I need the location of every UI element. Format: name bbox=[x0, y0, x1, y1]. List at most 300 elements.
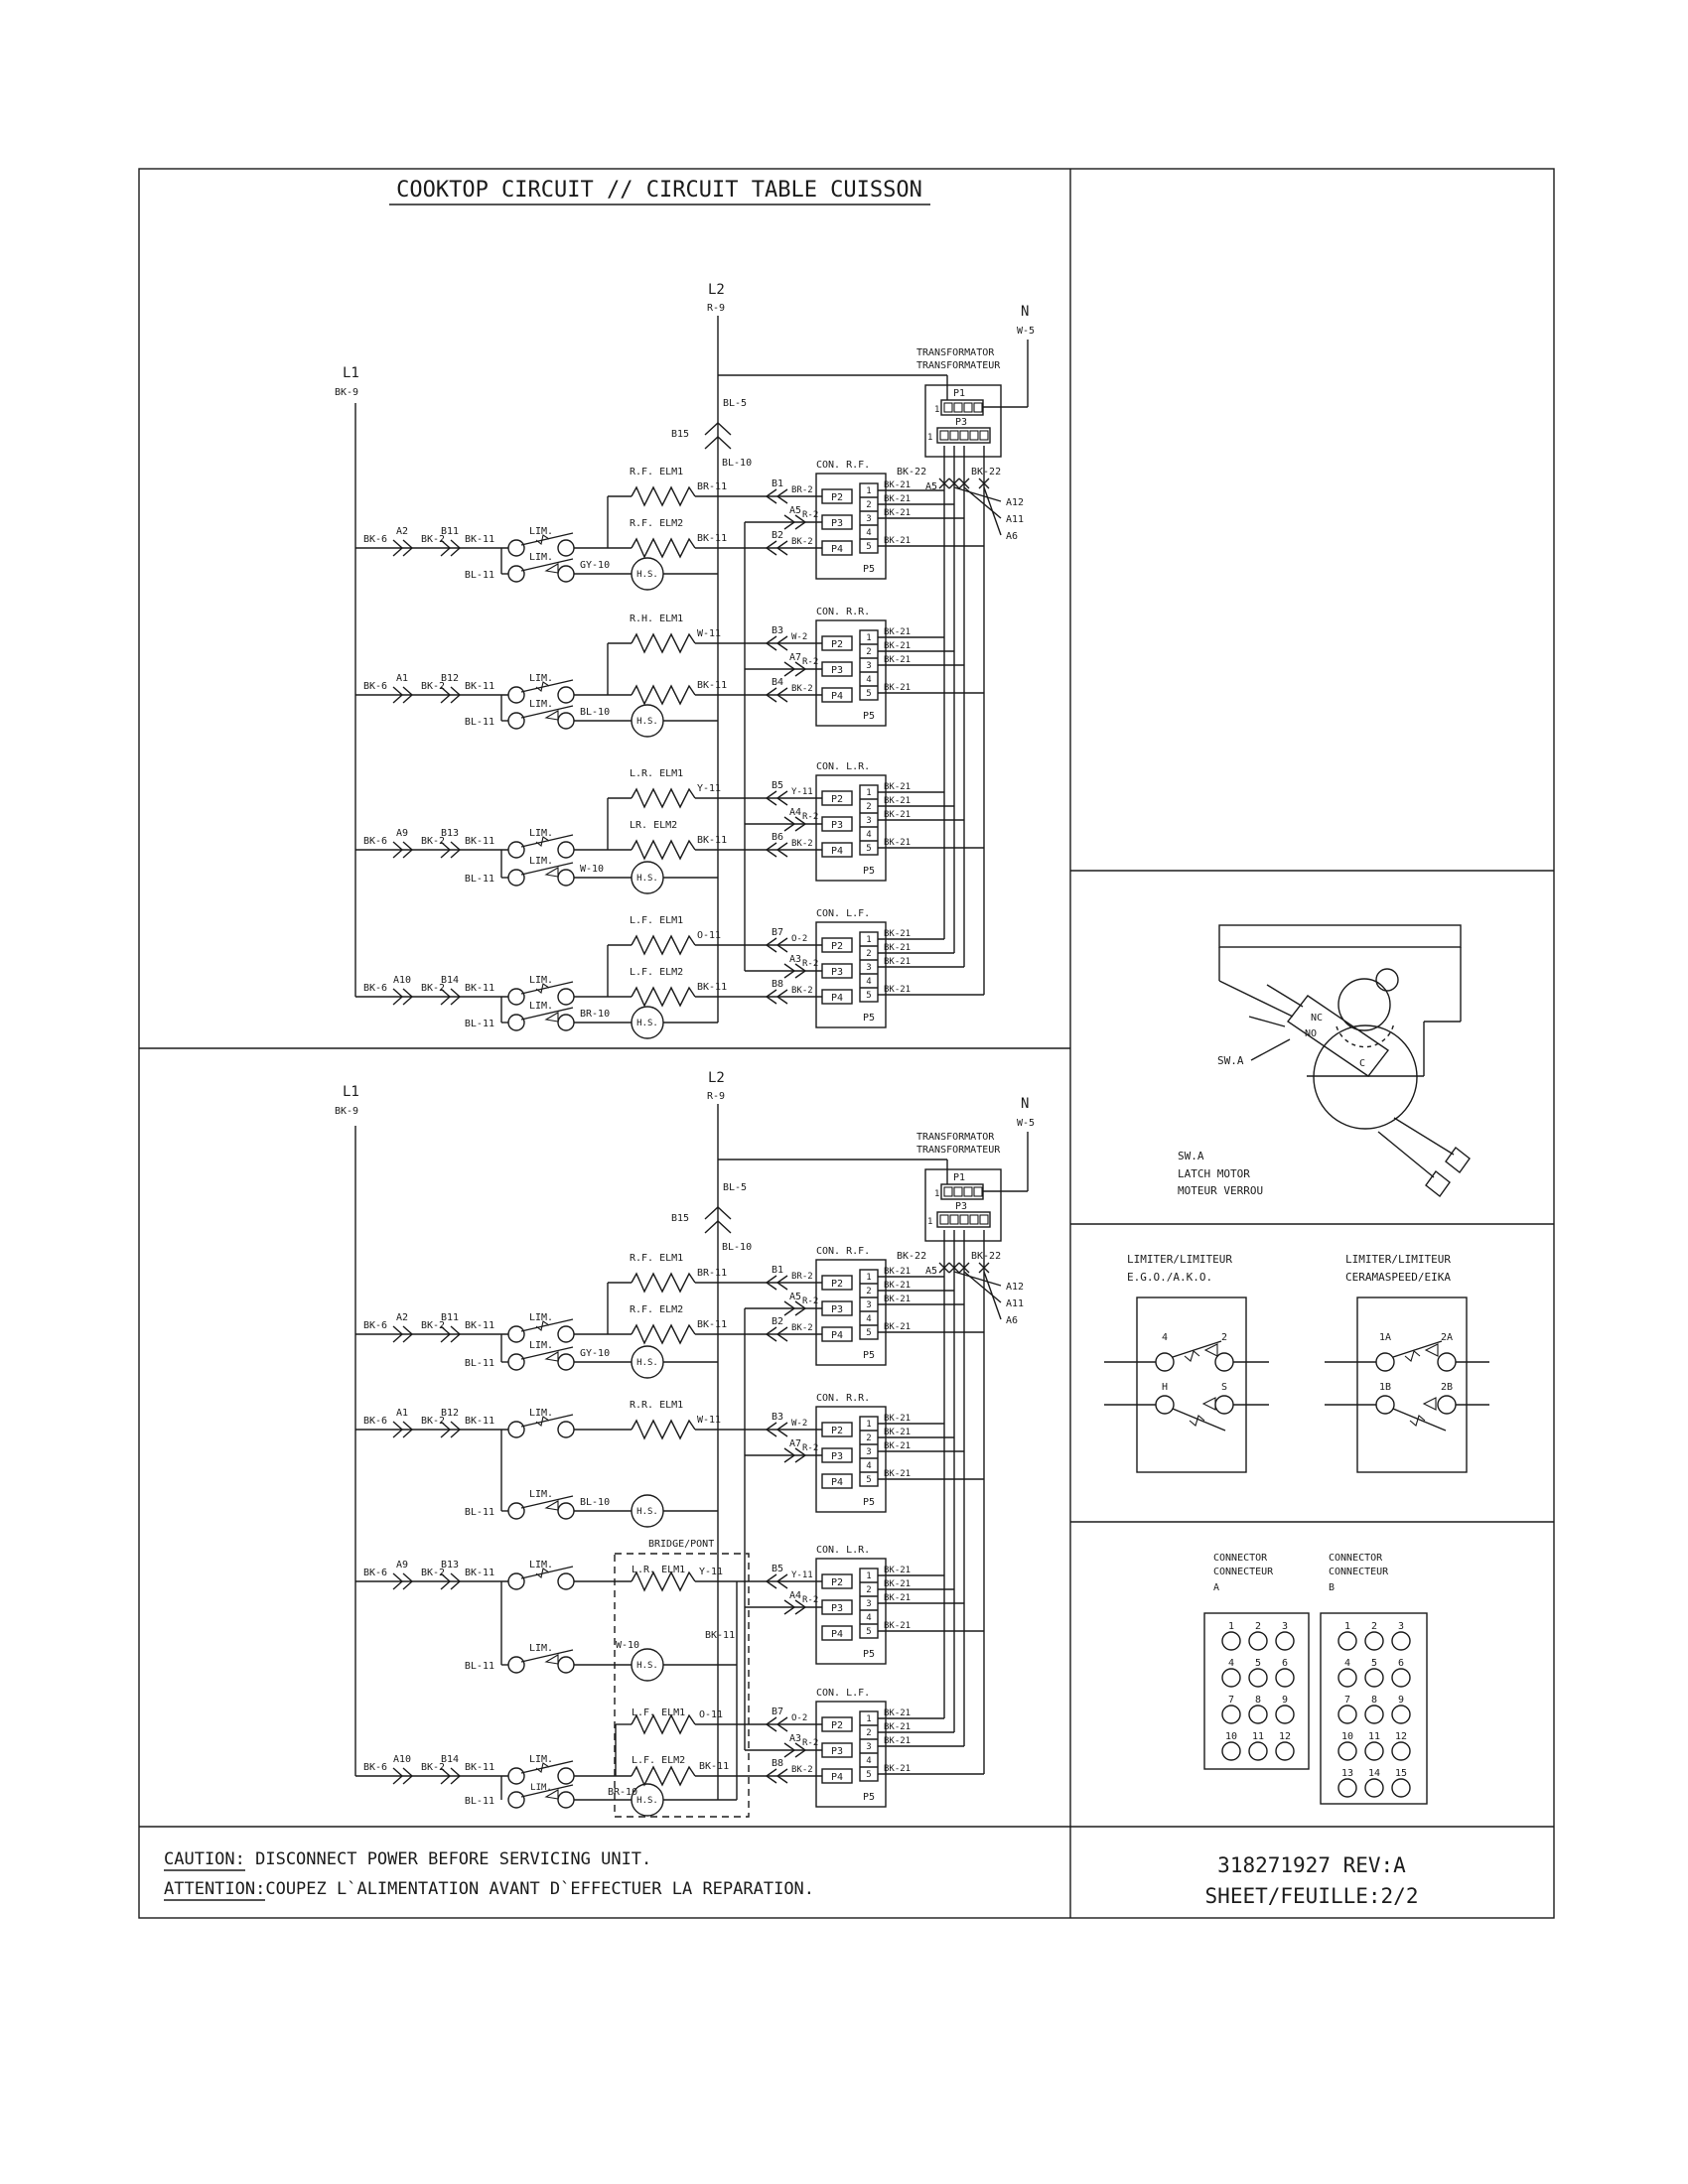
connector-block-con-rr bbox=[816, 1407, 886, 1512]
label: LIMITER/LIMITEUR bbox=[1345, 1253, 1451, 1266]
label: W-5 bbox=[1017, 326, 1036, 337]
label: 1 bbox=[866, 788, 872, 798]
label: 2 bbox=[866, 1287, 872, 1297]
label: A bbox=[1213, 1582, 1220, 1593]
label: A6 bbox=[1006, 1315, 1019, 1326]
label: B13 bbox=[440, 1560, 460, 1570]
label: A1 bbox=[395, 673, 409, 684]
label: A4 bbox=[788, 1590, 802, 1601]
label: N bbox=[1021, 1096, 1030, 1112]
label: H.S. bbox=[636, 874, 658, 884]
label: A7 bbox=[788, 652, 802, 663]
label: BK-6 bbox=[363, 836, 388, 847]
label: LIM. bbox=[528, 673, 554, 684]
label: BK-21 bbox=[884, 782, 912, 792]
label: 2A bbox=[1440, 1332, 1454, 1343]
label: BK-2 bbox=[421, 836, 446, 847]
label: LIM. bbox=[528, 975, 554, 986]
label: H.S. bbox=[636, 717, 658, 727]
label: P2 bbox=[830, 1279, 844, 1290]
connector-block-con-rf bbox=[816, 1260, 886, 1365]
label: CERAMASPEED/EIKA bbox=[1345, 1271, 1451, 1284]
label: TRANSFORMATOR bbox=[916, 347, 995, 358]
label: LIM. bbox=[528, 699, 554, 710]
label: BK-21 bbox=[884, 1566, 912, 1575]
label: H.S. bbox=[636, 570, 658, 580]
label: P3 bbox=[830, 1451, 844, 1462]
label: L2 bbox=[708, 282, 725, 298]
label: BK-11 bbox=[697, 982, 728, 993]
label: 5 bbox=[866, 991, 872, 1001]
label: Y-11 bbox=[791, 787, 813, 797]
label: H.S. bbox=[636, 1796, 658, 1806]
label: R-9 bbox=[707, 303, 726, 314]
resistor-rf-elm2 bbox=[632, 1325, 695, 1343]
label: L1 bbox=[343, 1084, 359, 1100]
label: BK-2 bbox=[421, 534, 446, 545]
label: A5 bbox=[924, 1266, 937, 1277]
label: B bbox=[1329, 1582, 1336, 1593]
label: A11 bbox=[1006, 1298, 1025, 1309]
label: BK-21 bbox=[884, 985, 912, 995]
label: A9 bbox=[395, 1560, 409, 1570]
label: W-10 bbox=[580, 864, 605, 875]
label: 6 bbox=[1281, 1658, 1289, 1669]
label: A3 bbox=[788, 1733, 802, 1744]
label: BL-11 bbox=[464, 1019, 494, 1029]
label: R-2 bbox=[802, 510, 819, 520]
label: BK-2 bbox=[421, 1762, 446, 1773]
label: A1 bbox=[395, 1408, 409, 1419]
label: O-11 bbox=[699, 1709, 724, 1720]
resistor-lr-elm1 bbox=[632, 789, 695, 807]
resistor-rf-elm2 bbox=[632, 539, 695, 557]
label: P3 bbox=[955, 417, 968, 428]
label: R-2 bbox=[802, 1595, 819, 1605]
label: 11 bbox=[1367, 1731, 1381, 1742]
label: L.F. ELM2 bbox=[630, 967, 684, 978]
label: B8 bbox=[771, 979, 784, 990]
resistor-lf-elm2 bbox=[632, 1767, 695, 1785]
label: R-2 bbox=[802, 1738, 819, 1748]
label: P5 bbox=[862, 1013, 876, 1024]
label: BK-6 bbox=[363, 1320, 388, 1331]
label: BK-6 bbox=[363, 1568, 388, 1578]
label: P5 bbox=[862, 1497, 876, 1508]
resistor-lf-elm2 bbox=[632, 988, 695, 1006]
label: BK-21 bbox=[884, 1579, 912, 1589]
label: A3 bbox=[788, 954, 802, 965]
label: 3 bbox=[866, 514, 872, 524]
label: BK-11 bbox=[465, 983, 495, 994]
connector-block-con-lr bbox=[816, 1559, 886, 1664]
label: 5 bbox=[866, 689, 872, 699]
label: BK-11 bbox=[697, 680, 728, 691]
label: BK-11 bbox=[705, 1630, 736, 1641]
label: LIM. bbox=[528, 1408, 554, 1419]
label: P2 bbox=[830, 1577, 844, 1588]
connector-block-con-lr bbox=[816, 775, 886, 881]
label: BK-22 bbox=[971, 467, 1002, 478]
label: 9 bbox=[1397, 1695, 1405, 1706]
label: 3 bbox=[866, 661, 872, 671]
label: TRANSFORMATEUR bbox=[916, 360, 1001, 371]
label: BK-2 bbox=[421, 681, 446, 692]
cooktop-circuit-bottom bbox=[355, 1104, 1028, 1817]
label: O-2 bbox=[791, 934, 808, 944]
label: 4 bbox=[1343, 1658, 1351, 1669]
label: CON. L.R. bbox=[816, 1545, 871, 1556]
label: B2 bbox=[771, 530, 784, 541]
label: R.F. ELM2 bbox=[630, 1304, 684, 1315]
label: BK-2 bbox=[421, 1320, 446, 1331]
label: 6 bbox=[1397, 1658, 1405, 1669]
label: 1 bbox=[866, 633, 872, 643]
label: BK-2 bbox=[791, 839, 813, 849]
label: N bbox=[1021, 304, 1030, 320]
label: BK-2 bbox=[421, 983, 446, 994]
label: BK-21 bbox=[884, 810, 912, 820]
label: 1 bbox=[1227, 1621, 1235, 1632]
label: B14 bbox=[440, 975, 460, 986]
label: B8 bbox=[771, 1758, 784, 1769]
label: P3 bbox=[830, 820, 844, 831]
label: E.G.O./A.K.O. bbox=[1127, 1271, 1213, 1284]
label: R.F. ELM1 bbox=[630, 467, 684, 478]
label: 13 bbox=[1340, 1768, 1354, 1779]
label: BK-22 bbox=[897, 467, 927, 478]
label: 4 bbox=[866, 977, 872, 987]
label: P2 bbox=[830, 492, 844, 503]
label: B5 bbox=[771, 780, 784, 791]
label: 4 bbox=[866, 1613, 872, 1623]
label: P3 bbox=[830, 518, 844, 529]
label: BK-21 bbox=[884, 1736, 912, 1746]
label: BK-21 bbox=[884, 683, 912, 693]
label: CON. L.F. bbox=[816, 908, 871, 919]
resistor-lr-elm2 bbox=[632, 841, 695, 859]
label: 5 bbox=[866, 1770, 872, 1780]
label: 5 bbox=[866, 542, 872, 552]
label: A12 bbox=[1006, 497, 1025, 508]
label: L.F. ELM1 bbox=[632, 1707, 686, 1718]
label: BK-2 bbox=[791, 1323, 813, 1333]
label: H.S. bbox=[636, 1507, 658, 1517]
connector-block-con-lf bbox=[816, 1702, 886, 1807]
label: CON. R.R. bbox=[816, 1393, 871, 1404]
latch-cam bbox=[1314, 1025, 1417, 1129]
label: 8 bbox=[1254, 1695, 1262, 1706]
label: BK-11 bbox=[465, 836, 495, 847]
label: 7 bbox=[1343, 1695, 1351, 1706]
label: P2 bbox=[830, 1426, 844, 1436]
label: A7 bbox=[788, 1438, 802, 1449]
label: L.R. ELM1 bbox=[630, 768, 684, 779]
label: BR-11 bbox=[697, 481, 728, 492]
label: P4 bbox=[830, 993, 844, 1004]
label: P3 bbox=[830, 1304, 844, 1315]
label: 1 bbox=[866, 1273, 872, 1283]
label: B12 bbox=[440, 1408, 460, 1419]
label: 1 bbox=[927, 1217, 933, 1227]
label: W-5 bbox=[1017, 1118, 1036, 1129]
label: 2 bbox=[1220, 1332, 1228, 1343]
label: 10 bbox=[1340, 1731, 1354, 1742]
label: BK-21 bbox=[884, 1281, 912, 1291]
label: B3 bbox=[771, 1412, 784, 1423]
label: 3 bbox=[866, 1599, 872, 1609]
drawing-frame bbox=[139, 169, 1554, 1918]
label: BK-11 bbox=[697, 533, 728, 544]
label: 5 bbox=[866, 1627, 872, 1637]
label: H.S. bbox=[636, 1661, 658, 1671]
label: 5 bbox=[866, 1328, 872, 1338]
label: B11 bbox=[440, 526, 460, 537]
label: H.S. bbox=[636, 1358, 658, 1368]
label: BK-2 bbox=[791, 1765, 813, 1775]
label: L2 bbox=[708, 1070, 725, 1086]
label: B1 bbox=[771, 478, 784, 489]
resistor-rf-elm1 bbox=[632, 487, 695, 505]
label: 3 bbox=[866, 1742, 872, 1752]
label: A12 bbox=[1006, 1282, 1025, 1293]
label: B15 bbox=[671, 429, 690, 440]
label: BK-21 bbox=[884, 929, 912, 939]
label: BK-21 bbox=[884, 655, 912, 665]
label: BK-21 bbox=[884, 943, 912, 953]
label: 2 bbox=[866, 500, 872, 510]
label: A4 bbox=[788, 807, 802, 818]
label: BK-2 bbox=[421, 1416, 446, 1427]
label: 2 bbox=[866, 1585, 872, 1595]
label: 4 bbox=[866, 675, 872, 685]
label: BK-22 bbox=[897, 1251, 927, 1262]
label: B12 bbox=[440, 673, 460, 684]
label: B5 bbox=[771, 1564, 784, 1574]
label: A10 bbox=[392, 1754, 412, 1765]
label: BK-21 bbox=[884, 1295, 912, 1304]
label: 1 bbox=[934, 1189, 940, 1199]
label: LIM. bbox=[528, 1001, 554, 1012]
label: 10 bbox=[1224, 1731, 1238, 1742]
label: BK-2 bbox=[791, 537, 813, 547]
label: 1 bbox=[866, 1714, 872, 1724]
label: W-11 bbox=[697, 628, 722, 639]
label: BL-10 bbox=[580, 707, 611, 718]
label: CON. R.F. bbox=[816, 1246, 871, 1257]
label: BL-10 bbox=[722, 1242, 753, 1253]
label: 3 bbox=[866, 1447, 872, 1457]
label: 5 bbox=[866, 1475, 872, 1485]
label: BR-11 bbox=[697, 1268, 728, 1279]
label: C bbox=[1359, 1058, 1366, 1069]
label: 1 bbox=[866, 935, 872, 945]
label: BL-11 bbox=[464, 570, 494, 581]
label: BK-21 bbox=[884, 957, 912, 967]
label: BK-11 bbox=[465, 1568, 495, 1578]
label: LIM. bbox=[528, 526, 554, 537]
label: 2 bbox=[1254, 1621, 1262, 1632]
label: P5 bbox=[862, 711, 876, 722]
connector-section bbox=[1204, 1613, 1427, 1804]
label: P3 bbox=[830, 1746, 844, 1757]
label: R.F. ELM2 bbox=[630, 518, 684, 529]
label: 4 bbox=[866, 830, 872, 840]
label: LIM. bbox=[528, 1560, 554, 1570]
label: BK-21 bbox=[884, 1621, 912, 1631]
label: 1 bbox=[1343, 1621, 1351, 1632]
label: B7 bbox=[771, 1706, 784, 1717]
label: 2 bbox=[866, 949, 872, 959]
label: GY-10 bbox=[580, 1348, 611, 1359]
label: A9 bbox=[395, 828, 409, 839]
label: BK-21 bbox=[884, 1267, 912, 1277]
label: 1A bbox=[1378, 1332, 1392, 1343]
label: 2 bbox=[1370, 1621, 1378, 1632]
label: 1B bbox=[1378, 1382, 1392, 1393]
label: L.R. ELM1 bbox=[632, 1565, 686, 1575]
label: BR-2 bbox=[791, 485, 813, 495]
label: 5 bbox=[1254, 1658, 1262, 1669]
label: P5 bbox=[862, 866, 876, 877]
label: Y-11 bbox=[697, 783, 722, 794]
row-rr bbox=[355, 1407, 984, 1527]
label: R-2 bbox=[802, 959, 819, 969]
label: BR-10 bbox=[608, 1787, 638, 1798]
label: R-2 bbox=[802, 1297, 819, 1306]
label: BK-21 bbox=[884, 641, 912, 651]
label: P3 bbox=[955, 1201, 968, 1212]
label: P1 bbox=[953, 1172, 966, 1183]
caution-text-fr: ATTENTION:COUPEZ L`ALIMENTATION AVANT D`EFFECTUER LA REPARATION. bbox=[164, 1879, 815, 1899]
label: 4 bbox=[866, 1756, 872, 1766]
label: R-2 bbox=[802, 657, 819, 667]
label: B6 bbox=[771, 832, 784, 843]
label: BK-21 bbox=[884, 1708, 912, 1718]
label: 14 bbox=[1367, 1768, 1381, 1779]
resistor-rr-elm1 bbox=[632, 1421, 695, 1438]
label: 1 bbox=[866, 486, 872, 496]
label: BL-5 bbox=[723, 398, 748, 409]
label: P3 bbox=[830, 665, 844, 676]
label: LIMITER/LIMITEUR bbox=[1127, 1253, 1232, 1266]
label: 12 bbox=[1394, 1731, 1408, 1742]
label: CONNECTEUR bbox=[1213, 1567, 1274, 1577]
label: P1 bbox=[953, 388, 966, 399]
label: BRIDGE/PONT bbox=[648, 1539, 715, 1550]
label: NO bbox=[1305, 1028, 1318, 1039]
label: BL-5 bbox=[723, 1182, 748, 1193]
label: A5 bbox=[924, 481, 937, 492]
label: LIM. bbox=[528, 552, 554, 563]
label: BK-11 bbox=[465, 1320, 495, 1331]
label: 1 bbox=[927, 433, 933, 443]
label: BK-11 bbox=[465, 1416, 495, 1427]
label: BK-6 bbox=[363, 1762, 388, 1773]
label: LR. ELM2 bbox=[630, 820, 678, 831]
label: R.H. ELM1 bbox=[630, 614, 684, 624]
caution-text-en: CAUTION: DISCONNECT POWER BEFORE SERVICING UNIT. bbox=[164, 1849, 652, 1869]
label: L.F. ELM2 bbox=[632, 1755, 686, 1766]
connector-block-con-rr bbox=[816, 620, 886, 726]
label: LIM. bbox=[530, 1783, 552, 1793]
connector-block-con-lf bbox=[816, 922, 886, 1027]
label: BL-11 bbox=[464, 1661, 494, 1672]
label: CON. L.R. bbox=[816, 761, 871, 772]
label: NC bbox=[1311, 1013, 1324, 1024]
label: B7 bbox=[771, 927, 784, 938]
label: 2B bbox=[1440, 1382, 1454, 1393]
label: CON. R.R. bbox=[816, 607, 871, 617]
label: 4 bbox=[866, 528, 872, 538]
latch-motor-section bbox=[1219, 925, 1470, 1196]
label: P5 bbox=[862, 1649, 876, 1660]
label: BK-21 bbox=[884, 536, 912, 546]
label: 3 bbox=[866, 1300, 872, 1310]
label: BK-21 bbox=[884, 494, 912, 504]
label: TRANSFORMATEUR bbox=[916, 1145, 1001, 1156]
label: P4 bbox=[830, 544, 844, 555]
label: BK-21 bbox=[884, 1469, 912, 1479]
label: A10 bbox=[392, 975, 412, 986]
label: 11 bbox=[1251, 1731, 1265, 1742]
label: 1 bbox=[866, 1571, 872, 1581]
label: SW.A bbox=[1217, 1054, 1244, 1067]
label: A2 bbox=[395, 1312, 409, 1323]
label: BR-10 bbox=[580, 1009, 611, 1020]
label: 9 bbox=[1281, 1695, 1289, 1706]
label: L1 bbox=[343, 365, 359, 381]
label: P2 bbox=[830, 639, 844, 650]
label: BK-2 bbox=[421, 1568, 446, 1578]
label: BL-11 bbox=[464, 874, 494, 885]
row-lr bbox=[355, 1559, 984, 1681]
label: R-2 bbox=[802, 1443, 819, 1453]
label: O-2 bbox=[791, 1713, 808, 1723]
label: 2 bbox=[866, 1728, 872, 1738]
label: B1 bbox=[771, 1265, 784, 1276]
label: R-2 bbox=[802, 812, 819, 822]
label: R-9 bbox=[707, 1091, 726, 1102]
label: R.R. ELM1 bbox=[630, 1400, 684, 1411]
label: A6 bbox=[1006, 531, 1019, 542]
label: BK-9 bbox=[335, 1106, 359, 1117]
label: A11 bbox=[1006, 514, 1025, 525]
label: BK-21 bbox=[884, 1428, 912, 1437]
label: W-2 bbox=[791, 1419, 808, 1429]
label: P5 bbox=[862, 1792, 876, 1803]
label: LIM. bbox=[528, 856, 554, 867]
resistor-rf-elm1 bbox=[632, 1274, 695, 1292]
part-number: 318271927 REV:A bbox=[1217, 1853, 1406, 1877]
label: B15 bbox=[671, 1213, 690, 1224]
label: BL-10 bbox=[722, 458, 753, 469]
label: BK-21 bbox=[884, 627, 912, 637]
label: L.F. ELM1 bbox=[630, 915, 684, 926]
label: BK-21 bbox=[884, 1441, 912, 1451]
label: CONNECTEUR bbox=[1329, 1567, 1389, 1577]
label: BL-11 bbox=[464, 717, 494, 728]
label: 2 bbox=[866, 1433, 872, 1443]
label: BK-11 bbox=[465, 1762, 495, 1773]
label: TRANSFORMATOR bbox=[916, 1132, 995, 1143]
label: BL-11 bbox=[464, 1796, 494, 1807]
label: P3 bbox=[830, 967, 844, 978]
label: BK-21 bbox=[884, 1722, 912, 1732]
label: P4 bbox=[830, 1477, 844, 1488]
label: 3 bbox=[866, 816, 872, 826]
label: BK-21 bbox=[884, 480, 912, 490]
